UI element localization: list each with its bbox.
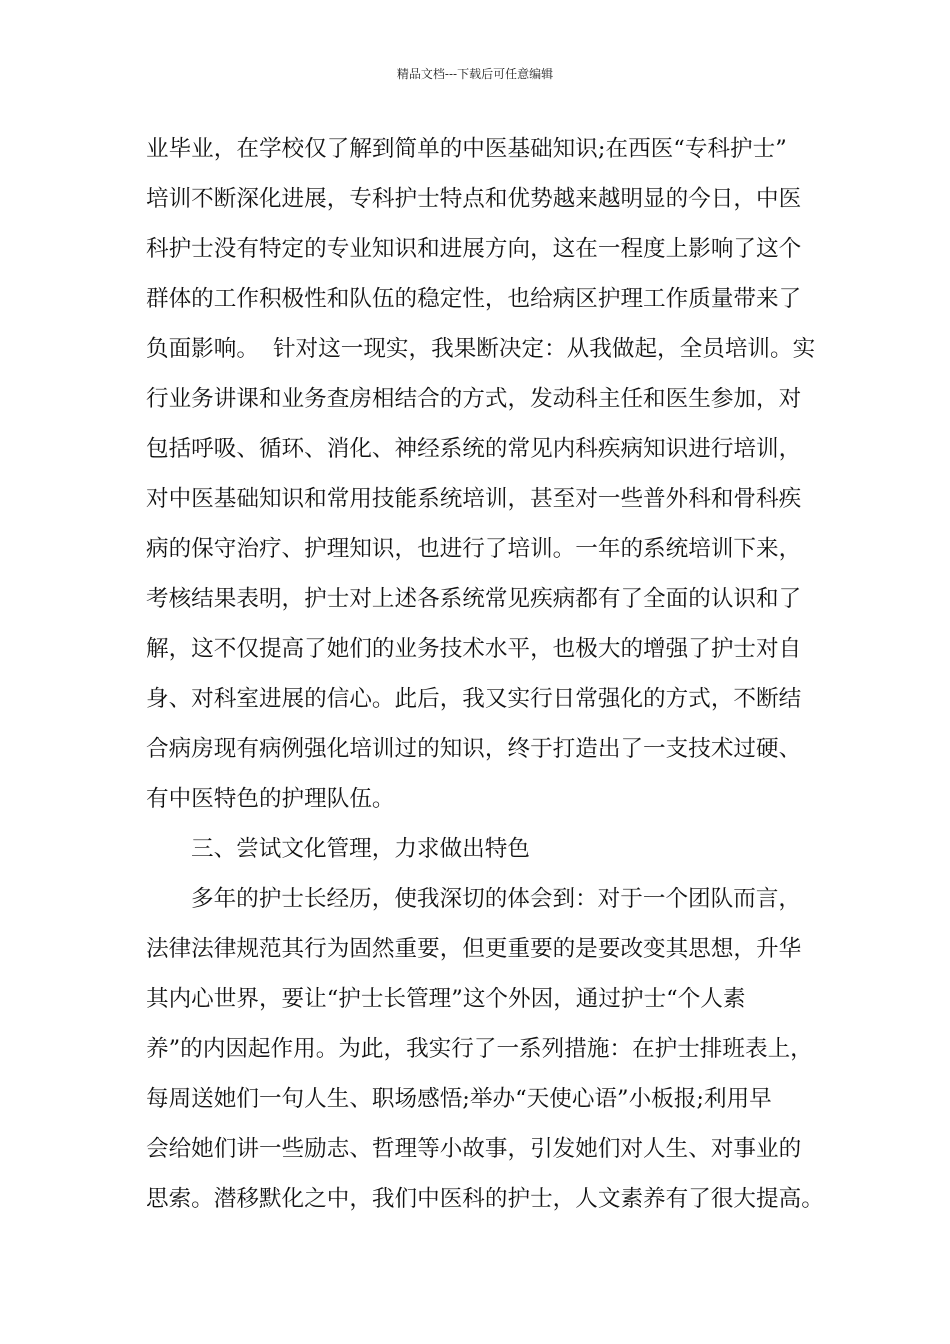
- text-line-mixed: [146, 334, 826, 384]
- document-body: [146, 134, 826, 1234]
- text-line: 对中医基础知识和常用技能系统培训，甚至对一些普外科和骨科疾: [146, 486, 802, 512]
- page-header: 精品文档---下载后可任意编辑: [396, 67, 554, 81]
- text-line: 有中医特色的护理队伍。: [146, 786, 395, 812]
- text-line: 群体的工作积极性和队伍的稳定性，也给病区护理工作质量带来了: [146, 286, 802, 312]
- section-heading: 三、尝试文化管理，力求做出特色: [191, 836, 530, 862]
- text-line: 科护士没有特定的专业知识和进展方向，这在一程度上影响了这个: [146, 236, 802, 262]
- text-line: 解，这不仅提高了她们的业务技术水平，也极大的增强了护士对自: [146, 636, 802, 662]
- text-line: 培训不断深化进展，专科护士特点和优势越来越明显的今日，中医: [146, 186, 802, 212]
- text-line: 会给她们讲一些励志、哲理等小故事，引发她们对人生、对事业的: [146, 1136, 802, 1162]
- text-line: 身、对科室进展的信心。此后，我又实行日常强化的方式，不断结: [146, 686, 802, 712]
- text-segment: 负面影响。: [146, 336, 259, 362]
- text-line: 包括呼吸、循环、消化、神经系统的常见内科疾病知识进行培训，: [146, 436, 802, 462]
- text-line: 每周送她们一句人生、职场感悟;举办“天使心语”小板报;利用早: [146, 1086, 772, 1112]
- text-line: 其内心世界，要让“护士长管理”这个外因，通过护士“个人素: [146, 986, 746, 1012]
- text-segment: 针对这一现实，我果断决定：从我做起，全员培训。实: [272, 336, 816, 362]
- text-line: 合病房现有病例强化培训过的知识，终于打造出了一支技术过硬、: [146, 736, 802, 762]
- text-line: 法律法律规范其行为固然重要，但更重要的是要改变其思想，升华: [146, 936, 802, 962]
- text-line: 多年的护士长经历，使我深切的体会到：对于一个团队而言，: [191, 886, 802, 912]
- text-line: 养”的内因起作用。为此，我实行了一系列措施：在护士排班表上，: [146, 1036, 813, 1062]
- text-line: 行业务讲课和业务查房相结合的方式，发动科主任和医生参加，对: [146, 386, 802, 412]
- text-line: 业毕业，在学校仅了解到简单的中医基础知识;在西医“专科护士”: [146, 136, 787, 162]
- text-line: 病的保守治疗、护理知识，也进行了培训。一年的系统培训下来，: [146, 536, 802, 562]
- text-line: 考核结果表明，护士对上述各系统常见疾病都有了全面的认识和了: [146, 586, 802, 612]
- text-line: 思索。潜移默化之中，我们中医科的护士，人文素养有了很大提高。: [146, 1186, 824, 1212]
